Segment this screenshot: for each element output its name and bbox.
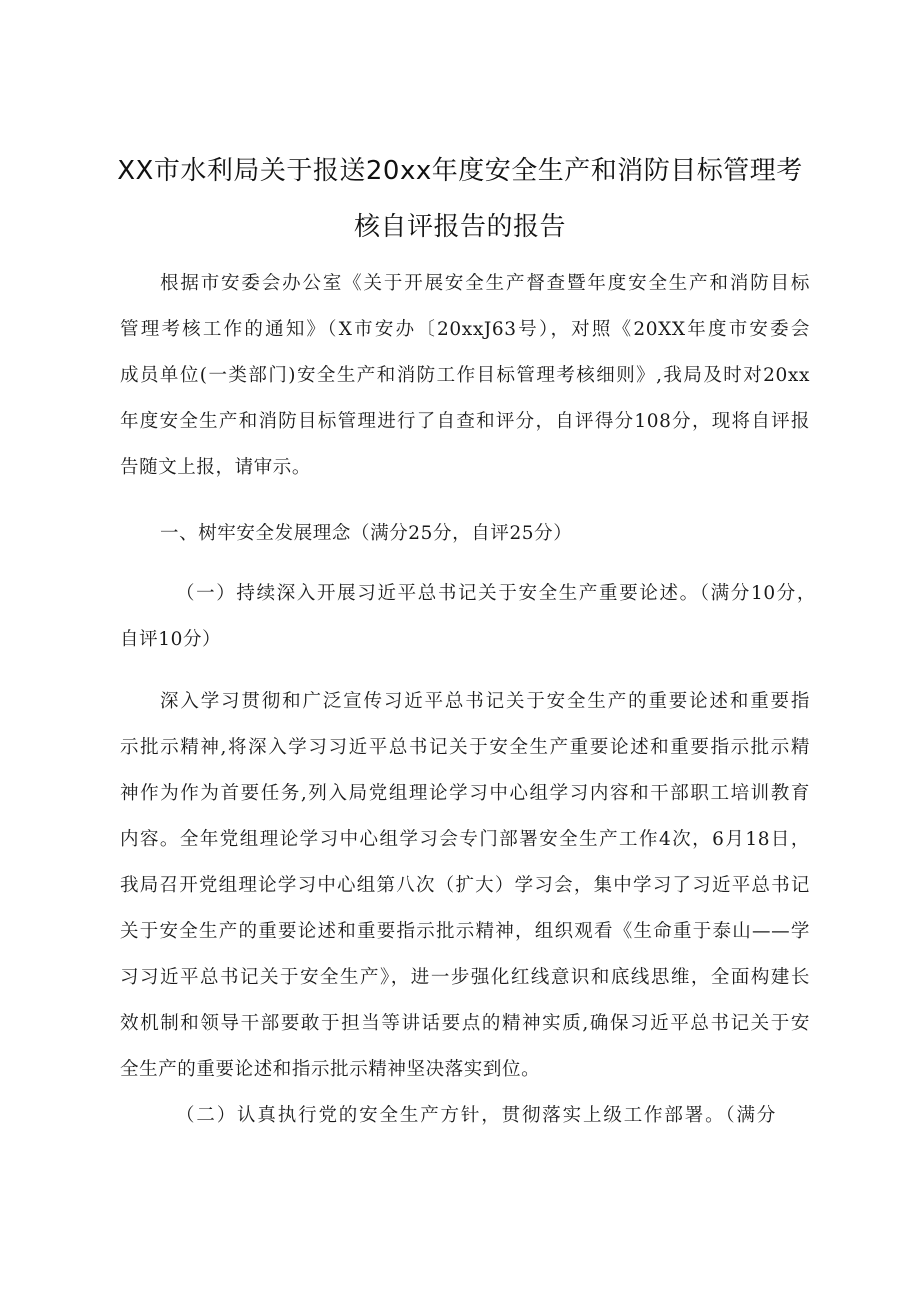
paragraph-line: 根据市安委会办公室《关于开展安全生产督查暨年度安全生产和消防目标 bbox=[160, 273, 810, 294]
paragraph-line: 年度安全生产和消防目标管理进行了自查和评分，自评得分108分，现将自评报 bbox=[120, 411, 810, 432]
paragraph-line: 告随文上报，请审示。 bbox=[120, 457, 312, 478]
paragraph-line: 关于安全生产的重要论述和重要指示批示精神，组织观看《生命重于泰山——学 bbox=[120, 921, 810, 942]
paragraph-line: 管理考核工作的通知》（X市安办〔20xxJ63号），对照《20XX年度市安委会 bbox=[120, 319, 810, 340]
subsection-heading: （二）认真执行党的安全生产方针，贯彻落实上级工作部署。（满分 bbox=[176, 1105, 776, 1126]
paragraph-line: 成员单位(一类部门)安全生产和消防工作目标管理考核细则》,我局及时对20xx bbox=[120, 365, 810, 386]
paragraph-line: 内容。全年党组理论学习中心组学习会专门部署安全生产工作4次，6月18日， bbox=[120, 829, 810, 850]
document-title-line-2: 核自评报告的报告 bbox=[353, 212, 566, 242]
document-title-line-1: XX市水利局关于报送20xx年度安全生产和消防目标管理考 bbox=[117, 156, 803, 186]
paragraph-line: 全生产的重要论述和指示批示精神坚决落实到位。 bbox=[120, 1059, 541, 1080]
subsection-heading-cont: 自评10分） bbox=[120, 629, 222, 650]
paragraph-line: 深入学习贯彻和广泛宣传习近平总书记关于安全生产的重要论述和重要指 bbox=[160, 691, 810, 712]
paragraph-line: 效机制和领导干部要敢于担当等讲话要点的精神实质,确保习近平总书记关于安 bbox=[120, 1013, 810, 1034]
paragraph-line: 神作为作为首要任务,列入局党组理论学习中心组学习内容和干部职工培训教育 bbox=[120, 783, 810, 804]
paragraph-line: 我局召开党组理论学习中心组第八次（扩大）学习会，集中学习了习近平总书记 bbox=[120, 875, 810, 896]
subsection-heading: （一）持续深入开展习近平总书记关于安全生产重要论述。（满分10分， bbox=[176, 583, 816, 604]
paragraph-line: 示批示精神,将深入学习习近平总书记关于安全生产重要论述和重要指示批示精 bbox=[120, 737, 810, 758]
section-heading: 一、树牢安全发展理念（满分25分，自评25分） bbox=[160, 523, 573, 544]
paragraph-line: 习习近平总书记关于安全生产》，进一步强化红线意识和底线思维，全面构建长 bbox=[120, 967, 810, 988]
